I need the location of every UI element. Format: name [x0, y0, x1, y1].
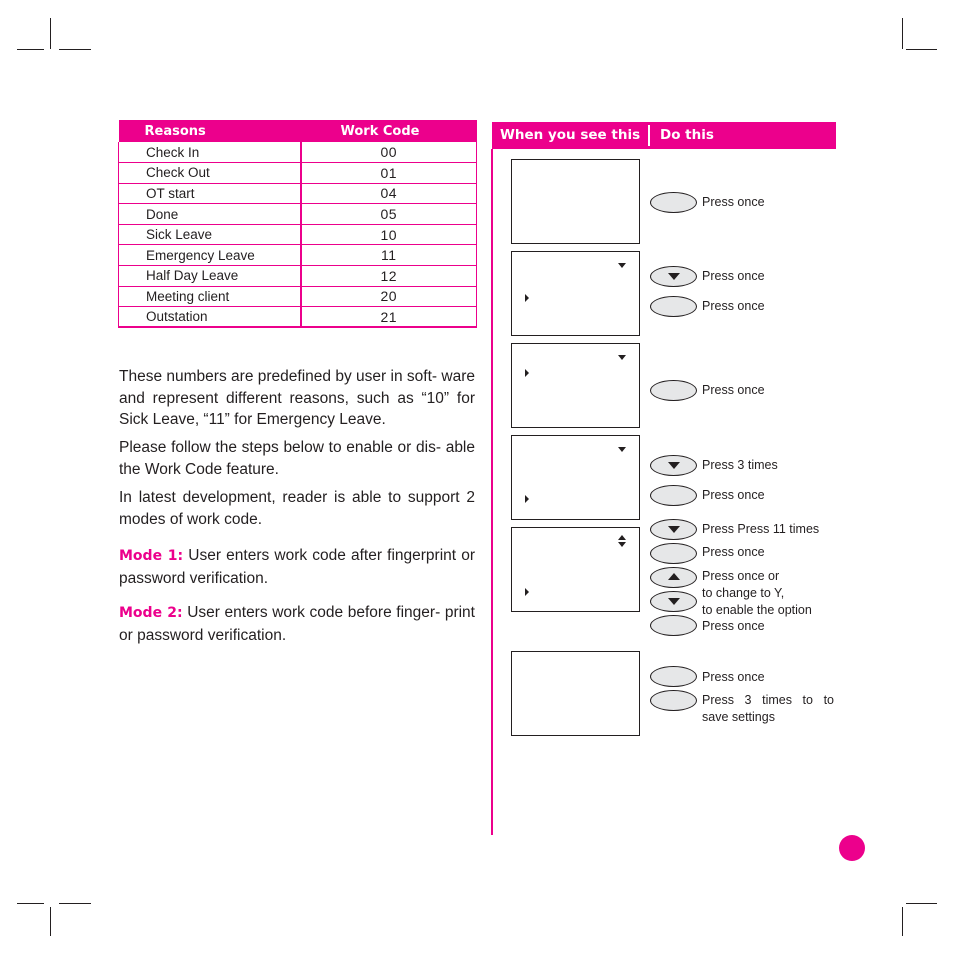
mode1-label: Mode 1: [119, 548, 184, 564]
lcd-screen-3 [511, 343, 640, 428]
step-instruction: to change to Y, [702, 586, 785, 600]
code-cell: 00 [301, 142, 477, 163]
scroll-up-icon [618, 535, 626, 540]
lcd-screen-2 [511, 251, 640, 336]
menu-button-icon [650, 690, 697, 711]
cursor-arrow-icon [525, 294, 529, 302]
step-instruction: Press once [702, 195, 765, 209]
lcd-screen-1 [511, 159, 640, 244]
crop-mark [906, 903, 937, 904]
crop-mark [17, 49, 44, 50]
code-cell: 01 [301, 163, 477, 184]
reason-cell: Check In [119, 142, 301, 163]
mode2-label: Mode 2: [119, 605, 183, 621]
step-instruction: Press once [702, 383, 765, 397]
up-button-icon [650, 567, 697, 588]
step-instruction: to enable the option [702, 603, 812, 617]
mode2-text: User enters work code before finger- print or password verification. [119, 604, 475, 644]
code-cell: 21 [301, 307, 477, 328]
cursor-arrow-icon [525, 369, 529, 377]
table-row [119, 307, 477, 328]
scroll-down-icon [618, 542, 626, 547]
code-cell: 10 [301, 224, 477, 245]
step-instruction: Press 3 times to to save settings [702, 693, 834, 724]
cursor-arrow-icon [525, 588, 529, 596]
reason-cell: Meeting client [119, 286, 301, 307]
step-instruction: Press once [702, 299, 765, 313]
reason-cell: Emergency Leave [119, 245, 301, 266]
steps-intro-paragraph: Please follow the steps below to enable or dis- able the Work Code feature. [119, 439, 475, 478]
menu-button-icon [650, 666, 697, 687]
intro-paragraph: These numbers are predefined by user in soft- ware and represent different reasons, such as “10” for Sick Leave, “11” for Emergency Leave. [119, 368, 475, 428]
step-instruction: Press once [702, 545, 765, 559]
down-arrow-icon [668, 598, 680, 605]
page-marker-dot [839, 835, 865, 861]
ok-button-icon [650, 296, 697, 317]
step-instruction: Press once [702, 269, 765, 283]
crop-mark [17, 903, 44, 904]
header-do-this: Do this [660, 127, 714, 143]
modes-paragraph: In latest development, reader is able to support 2 modes of work code. [119, 489, 475, 528]
mode1-paragraph [119, 545, 475, 589]
code-cell: 05 [301, 204, 477, 225]
column-divider-line [491, 149, 493, 835]
ok-button-icon [650, 485, 697, 506]
down-button-icon [650, 519, 697, 540]
ok-button-icon [650, 615, 697, 636]
lcd-screen-6 [511, 651, 640, 736]
table-row [119, 224, 477, 245]
reasons-header: Reasons [119, 120, 301, 142]
header-when-you-see-this: When you see this [500, 127, 641, 143]
crop-mark [906, 49, 937, 50]
step-instruction: Press once [702, 488, 765, 502]
code-cell: 20 [301, 286, 477, 307]
scroll-down-icon [618, 355, 626, 360]
table-row [119, 142, 477, 163]
scroll-down-icon [618, 263, 626, 268]
menu-button-icon [650, 192, 697, 213]
table-row [119, 204, 477, 225]
crop-mark [50, 907, 51, 936]
cursor-arrow-icon [525, 495, 529, 503]
mode2-paragraph [119, 602, 475, 646]
code-cell: 04 [301, 183, 477, 204]
lcd-screen-5 [511, 527, 640, 612]
reason-cell: Sick Leave [119, 224, 301, 245]
step-instruction: Press 3 times [702, 458, 778, 472]
down-button-icon [650, 455, 697, 476]
down-button-icon [650, 591, 697, 612]
code-cell: 11 [301, 245, 477, 266]
down-arrow-icon [668, 273, 680, 280]
table-row [119, 286, 477, 307]
table-header-row [119, 120, 477, 142]
header-divider [648, 125, 650, 146]
table-row [119, 266, 477, 287]
step-instruction: Press once [702, 670, 765, 684]
crop-mark [59, 49, 91, 50]
step-instruction: Press Press 11 times [702, 522, 820, 536]
reason-cell: Check Out [119, 163, 301, 184]
step-instruction: Press once or [702, 569, 780, 583]
reason-cell: Done [119, 204, 301, 225]
down-button-icon [650, 266, 697, 287]
ok-button-icon [650, 380, 697, 401]
reason-cell: Half Day Leave [119, 266, 301, 287]
down-arrow-icon [668, 462, 680, 469]
table-row [119, 183, 477, 204]
reason-cell: OT start [119, 183, 301, 204]
table-row [119, 163, 477, 184]
table-row [119, 245, 477, 266]
crop-mark [902, 907, 903, 936]
reason-cell: Outstation [119, 307, 301, 328]
ok-button-icon [650, 543, 697, 564]
step-instruction: Press once [702, 619, 765, 633]
down-arrow-icon [668, 526, 680, 533]
code-cell: 12 [301, 266, 477, 287]
steps-header [492, 122, 836, 149]
crop-mark [902, 18, 903, 49]
lcd-screen-4 [511, 435, 640, 520]
scroll-down-icon [618, 447, 626, 452]
up-arrow-icon [668, 573, 680, 580]
mode1-text: User enters work code after fingerprint or password verification. [119, 547, 476, 587]
crop-mark [50, 18, 51, 49]
work-code-table [118, 120, 477, 328]
work-code-header: Work Code [301, 120, 477, 142]
crop-mark [59, 903, 91, 904]
